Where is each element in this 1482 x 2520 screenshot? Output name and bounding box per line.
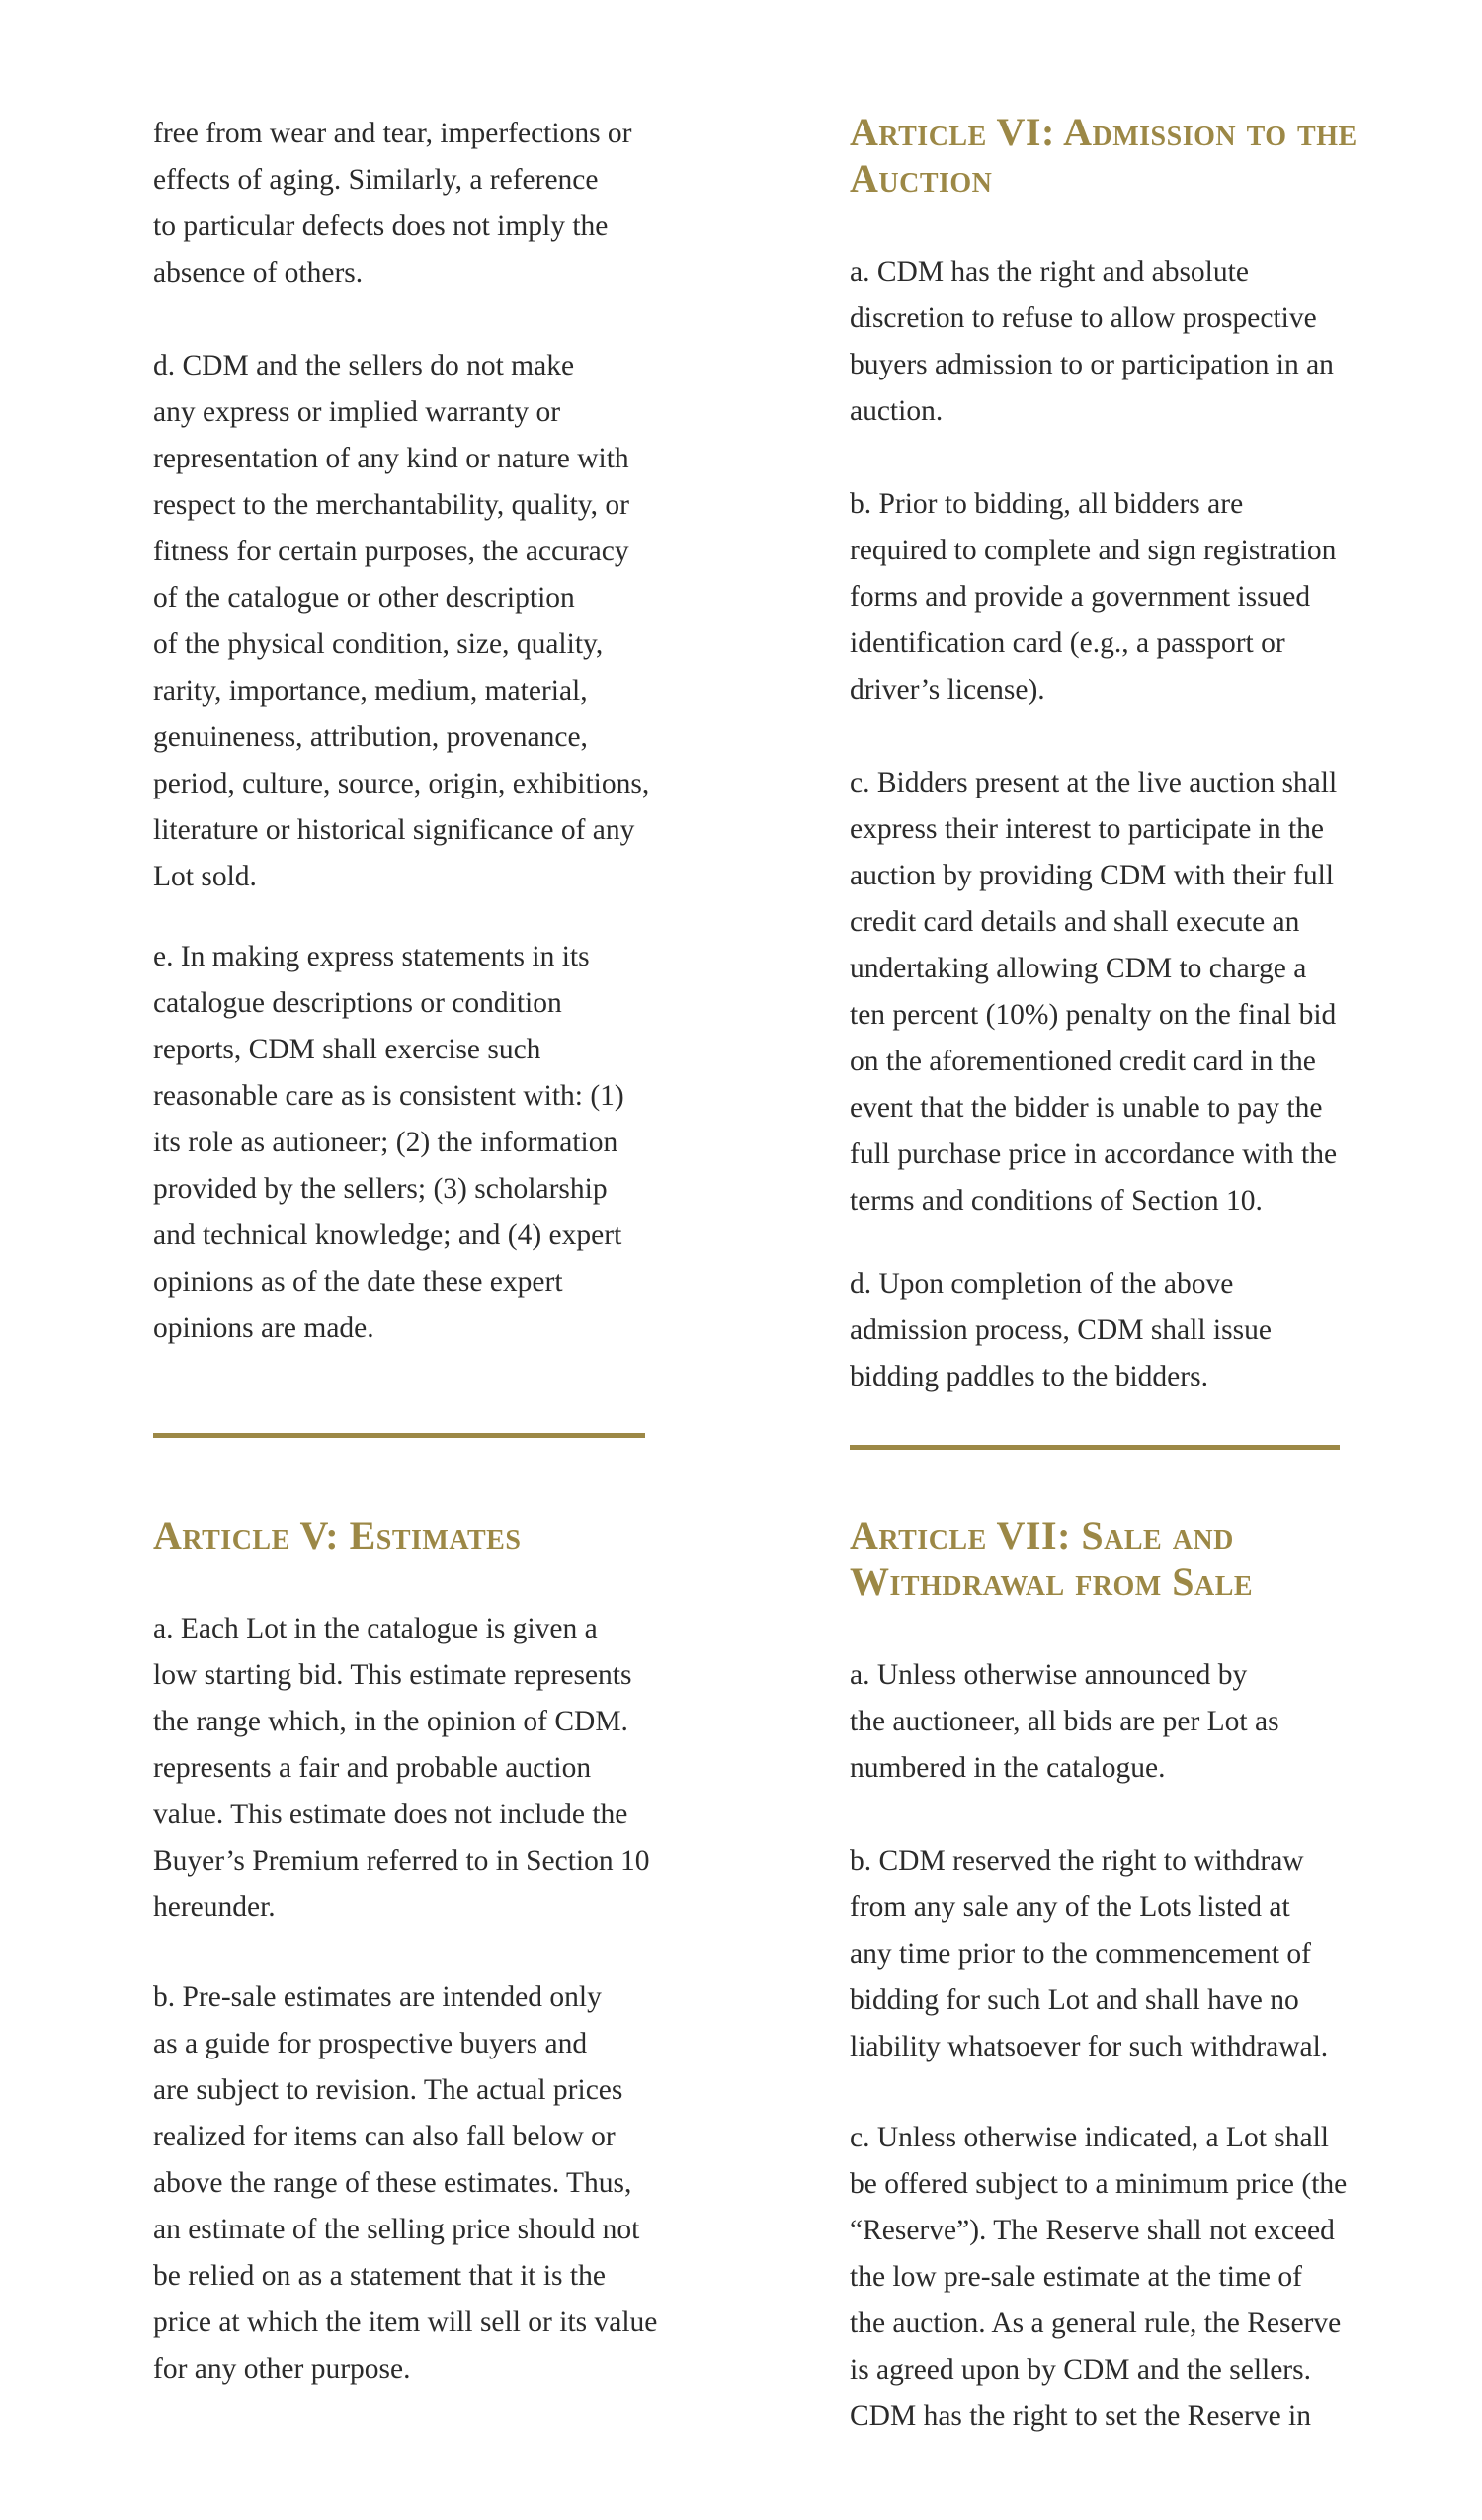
section-divider-left [153,1433,645,1438]
article-iv-para-c-continued: free from wear and tear, imperfections or effects of aging. Similarly, a reference to particular defects does not imply the absence of others. [153,118,632,289]
article-vi-para-b: b. Prior to bidding, all bidders are required to complete and sign registration forms and provide a government issued identification card (e.g., a passport or driver’s license). [850,488,1337,706]
article-vii-para-c: c. Unless otherwise indicated, a Lot shall be offered subject to a minimum price (the “Reserve”). The Reserve shall not exceed the low pre-sale estimate at the time of the auction. As a general rule, the Reserve is agreed upon by CDM and the sellers. CDM has the right to set the Reserve in [850,2122,1348,2432]
article-vii-para-b: b. CDM reserved the right to withdraw from any sale any of the Lots listed at any time prior to the commencement of bidding for such Lot and shall have no liability whatsoever for such withdrawal. [850,1845,1329,2062]
article-v-heading: Article V: Estimates [153,1513,522,1557]
article-vi-para-c: c. Bidders present at the live auction shall express their interest to participate in the auction by providing CDM with their full credit card details and shall execute an undertaking allowing CDM to charge a ten percent (10%) penalty on the final bid on the aforementioned credit card in the event that the bidder is unable to pay the full purchase price in accordance with the terms and conditions of Section 10. [850,767,1338,1217]
article-v-para-a: a. Each Lot in the catalogue is given a low starting bid. This estimate represents the range which, in the opinion of CDM. represents a fair and probable auction value. This estimate does not include the Buyer’s Premium referred to in Section 10 hereunder. [153,1613,650,1923]
article-vii-heading: Article VII: Sale and Withdrawal from Sale [850,1513,1254,1604]
article-iv-para-e: e. In making express statements in its catalogue descriptions or condition reports, CDM shall exercise such reasonable care as is consistent with: (1) its role as autioneer; (2) the information provided by the sellers; (3) scholarship and technical knowledge; and (4) expert opinions as of the date these expert opinions are made. [153,941,624,1344]
article-vi-para-d: d. Upon completion of the above admission process, CDM shall issue bidding paddles to the bidders. [850,1268,1272,1392]
section-divider-right [850,1445,1340,1450]
article-vii-para-a: a. Unless otherwise announced by the auctioneer, all bids are per Lot as numbered in the catalogue. [850,1659,1279,1784]
article-v-para-b: b. Pre-sale estimates are intended only as a guide for prospective buyers and are subject to revision. The actual prices realized for items can also fall below or above the range of these estimates. Thus, an estimate of the selling price should not be relied on as a statement that it is the price at which the item will sell or its value for any other purpose. [153,1981,658,2385]
article-iv-para-d: d. CDM and the sellers do not make any express or implied warranty or representation of any kind or nature with respect to the merchantability, quality, or fitness for certain purposes, the accuracy of the catalogue or other description of the physical condition, size, quality, rarity, importance, medium, material, genuineness, attribution, provenance, period, culture, source, origin, exhibitions, literature or historical significance of any Lot sold. [153,350,650,892]
article-vi-para-a: a. CDM has the right and absolute discretion to refuse to allow prospective buyers admission to or participation in an auction. [850,256,1334,427]
article-vi-heading: Article VI: Admission to the Auction [850,110,1358,201]
